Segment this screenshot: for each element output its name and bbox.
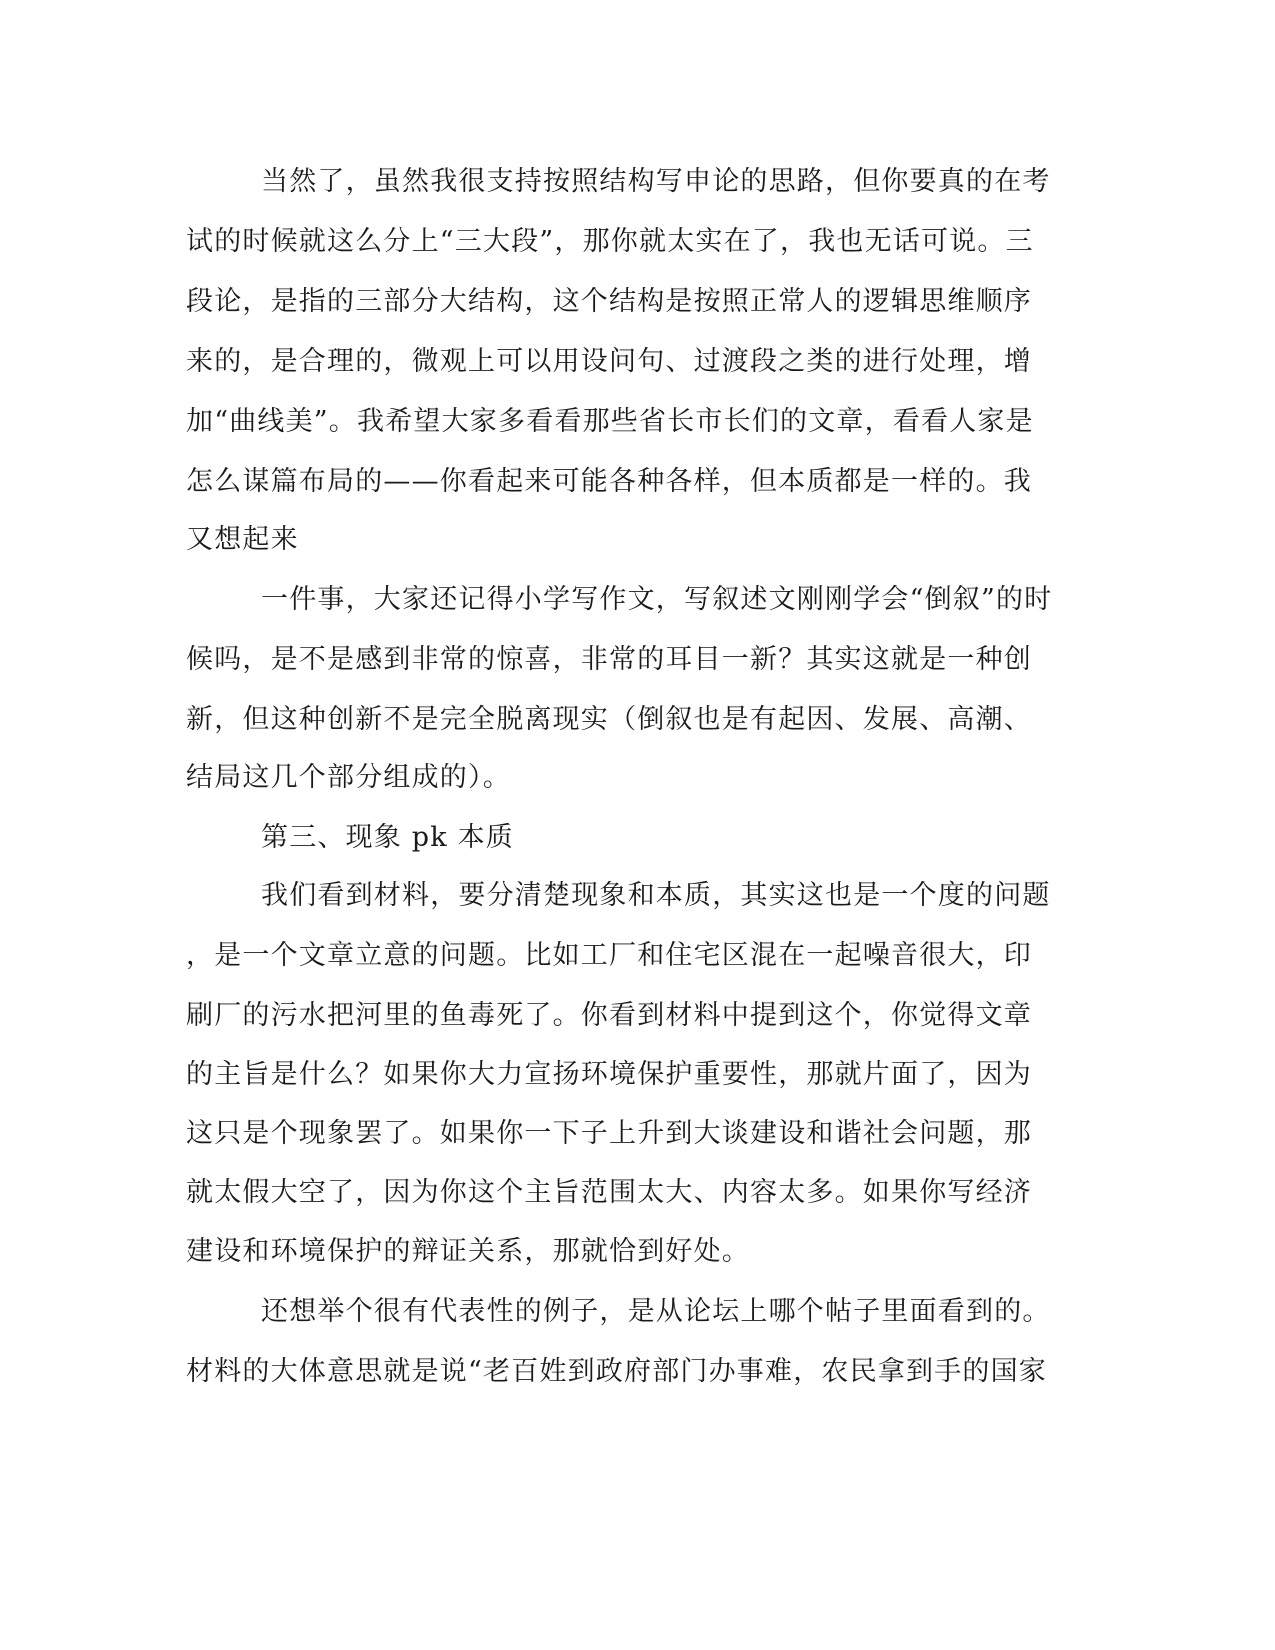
text-line: 新，但这种创新不是完全脱离现实（倒叙也是有起因、发展、高潮、 xyxy=(186,704,1032,735)
text-line: 又想起来 xyxy=(186,524,299,555)
text-line: 的主旨是什么？如果你大力宣扬环境保护重要性，那就片面了，因为 xyxy=(186,1059,1032,1090)
text-line: 怎么谋篇布局的——你看起来可能各种各样，但本质都是一样的。我 xyxy=(186,466,1032,497)
text-line: 加“曲线美”。我希望大家多看看那些省长市长们的文章，看看人家是 xyxy=(186,406,1034,437)
text-line: ，是一个文章立意的问题。比如工厂和住宅区混在一起噪音很大，印 xyxy=(186,940,1032,971)
text-line: 这只是个现象罢了。如果你一下子上升到大谈建设和谐社会问题，那 xyxy=(186,1118,1032,1149)
text-line: 建设和环境保护的辩证关系，那就恰到好处。 xyxy=(186,1236,750,1267)
section-heading: 第三、现象 pk 本质 xyxy=(261,822,515,853)
text-line: 一件事，大家还记得小学写作文，写叙述文刚刚学会“倒叙”的时 xyxy=(261,584,1053,615)
text-line: 我们看到材料，要分清楚现象和本质，其实这也是一个度的问题 xyxy=(261,880,1051,911)
text-line: 还想举个很有代表性的例子，是从论坛上哪个帖子里面看到的。 xyxy=(261,1296,1051,1327)
text-line: 试的时候就这么分上“三大段”，那你就太实在了，我也无话可说。三 xyxy=(186,226,1034,257)
text-line: 刷厂的污水把河里的鱼毒死了。你看到材料中提到这个，你觉得文章 xyxy=(186,1000,1032,1031)
text-line: 来的，是合理的，微观上可以用设问句、过渡段之类的进行处理，增 xyxy=(186,346,1032,377)
text-line: 结局这几个部分组成的）。 xyxy=(186,762,511,793)
text-line: 就太假大空了，因为你这个主旨范围太大、内容太多。如果你写经济 xyxy=(186,1177,1032,1208)
text-line: 当然了，虽然我很支持按照结构写申论的思路，但你要真的在考 xyxy=(261,166,1051,197)
text-line: 材料的大体意思就是说“老百姓到政府部门办事难，农民拿到手的国家 xyxy=(186,1356,1048,1387)
text-line: 段论，是指的三部分大结构，这个结构是按照正常人的逻辑思维顺序 xyxy=(186,286,1032,317)
text-line: 候吗，是不是感到非常的惊喜，非常的耳目一新？其实这就是一种创 xyxy=(186,644,1032,675)
